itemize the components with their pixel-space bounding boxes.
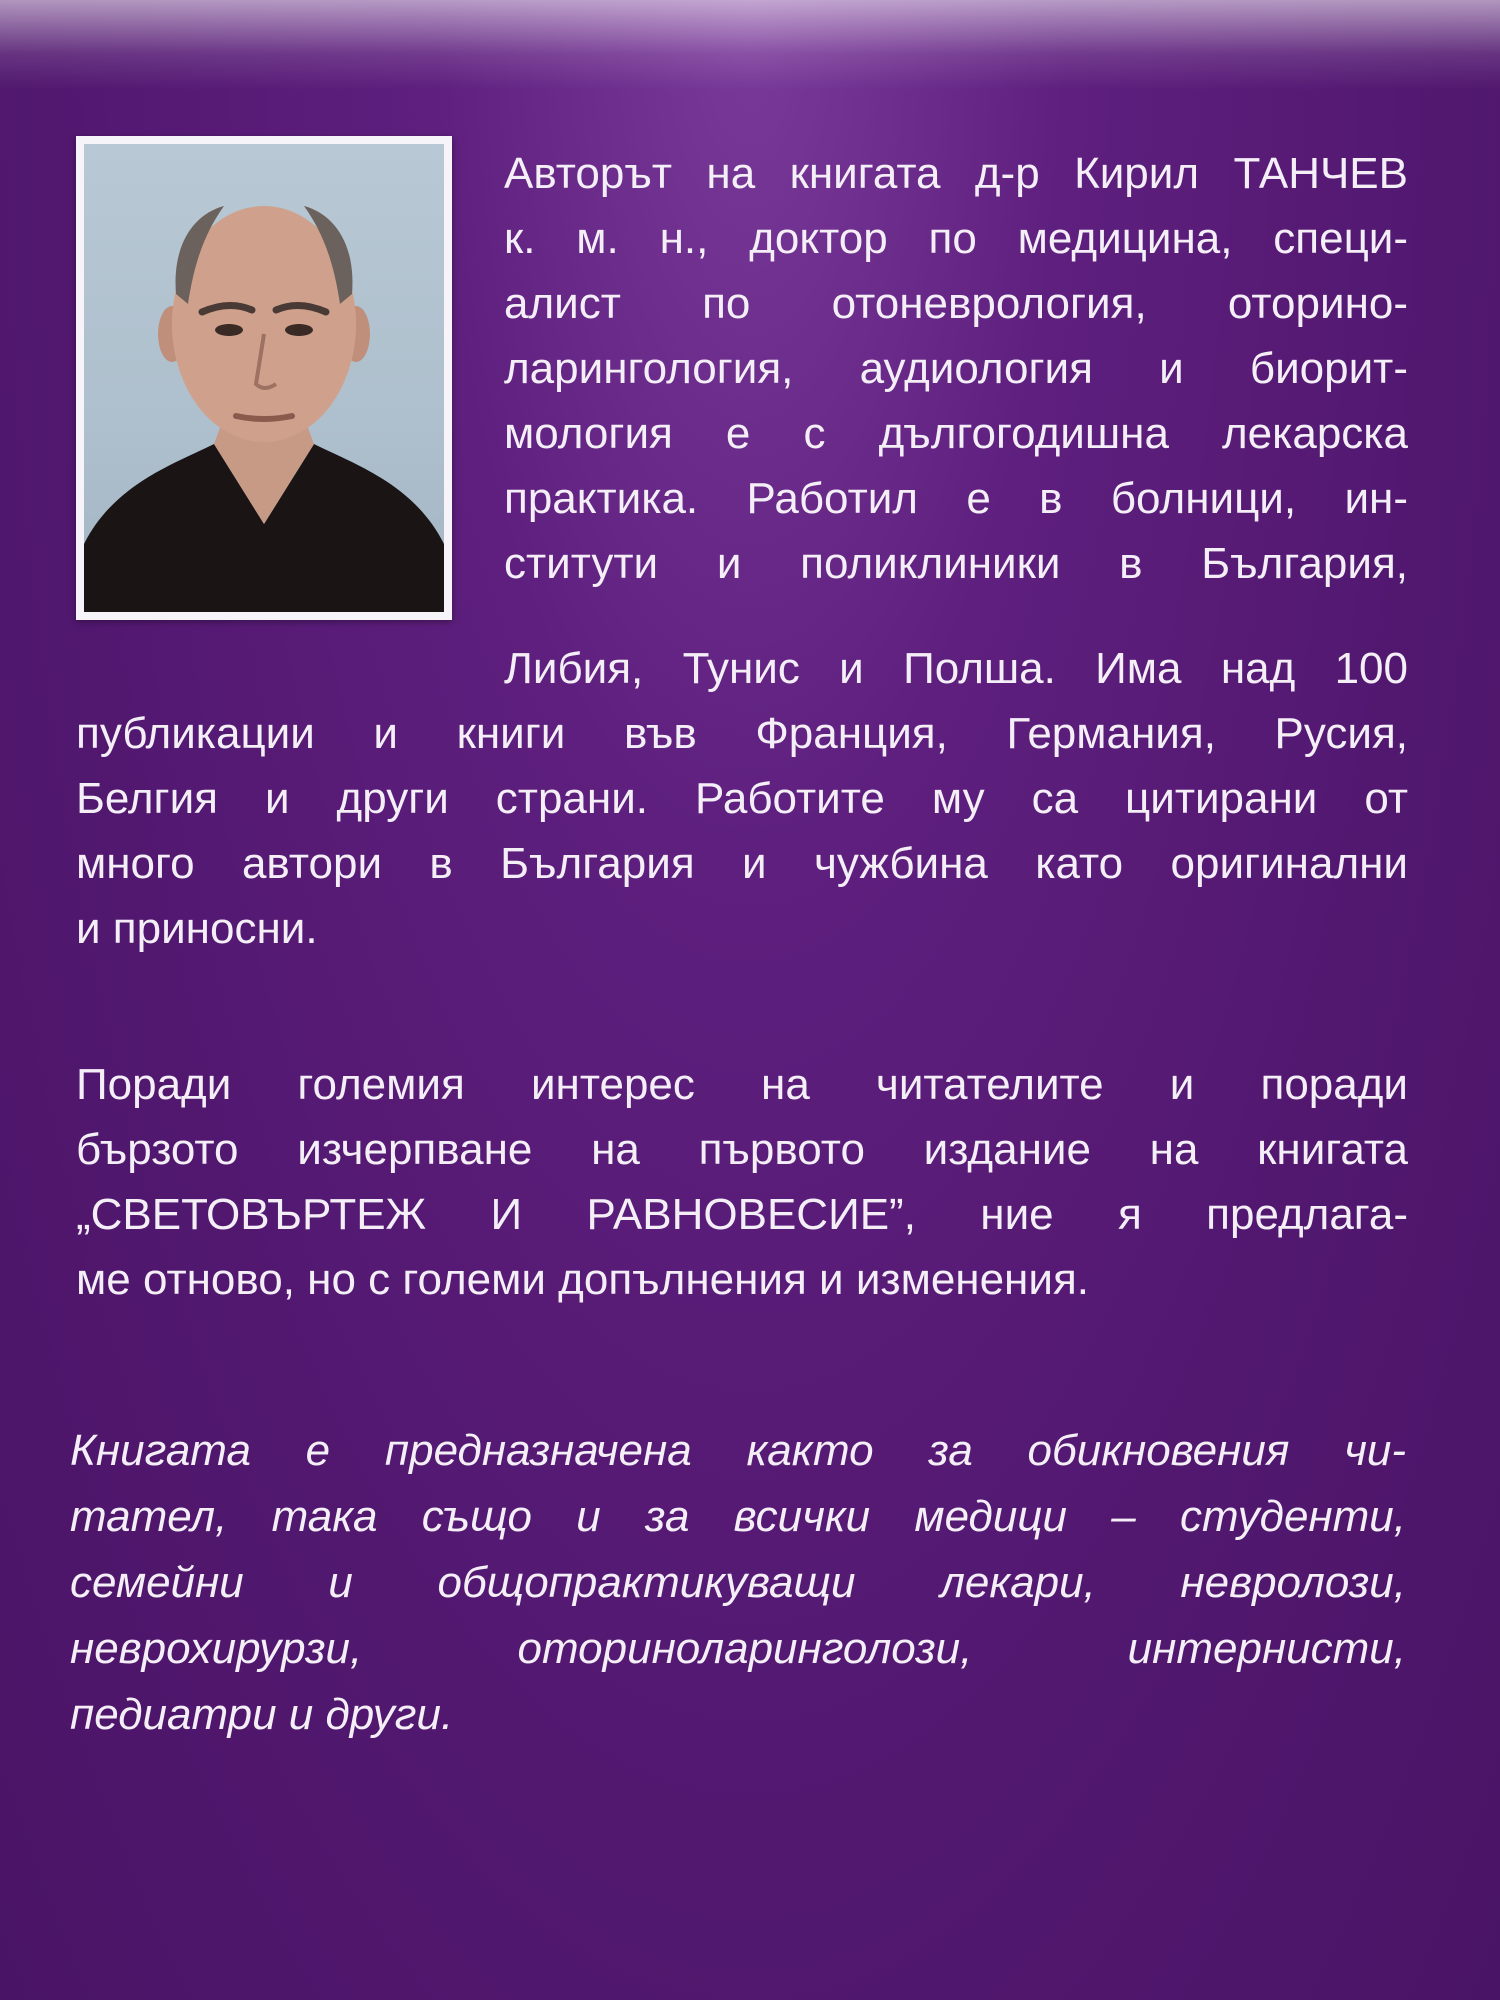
bio-line: ларингология, аудиология и биорит- <box>504 344 1408 393</box>
bio-line: Белгия и други страни. Работите му са цитирани от <box>76 774 1408 823</box>
author-photo <box>84 144 444 612</box>
bio-line: и приносни. <box>76 904 318 953</box>
edition-note-line: бързото изчерпване на първото издание на книгата <box>76 1125 1408 1174</box>
edition-note-line: ме отново, но с големи допълнения и изменения. <box>76 1255 1089 1304</box>
audience-note-line: неврохирурзи, оториноларинголози, интернисти, <box>70 1624 1406 1673</box>
edition-note-line: Поради големия интерес на читателите и поради <box>76 1060 1408 1109</box>
bio-line: алист по отоневрология, оторино- <box>504 279 1408 328</box>
audience-note-line: семейни и общопрактикуващи лекари, невролози, <box>70 1558 1406 1607</box>
audience-note-line: тател, така също и за всички медици – студенти, <box>70 1492 1406 1541</box>
bio-line: к. м. н., доктор по медицина, специ- <box>504 214 1408 263</box>
light-glare <box>0 0 1500 90</box>
bio-line: мология е с дългогодишна лекарска <box>504 409 1408 458</box>
bio-line: ститути и поликлиники в България, <box>504 539 1408 588</box>
audience-note-line: педиатри и други. <box>70 1690 454 1739</box>
bio-line: Либия, Тунис и Полша. Има над 100 <box>504 644 1408 693</box>
audience-note-line: Книгата е предназначена както за обикновения чи- <box>70 1426 1406 1475</box>
bio-line: практика. Работил е в болници, ин- <box>504 474 1408 523</box>
bio-line: Авторът на книгата д-р Кирил ТАНЧЕВ <box>504 149 1408 198</box>
bio-line: публикации и книги във Франция, Германия, Русия, <box>76 709 1408 758</box>
bio-line: много автори в България и чужбина като оригинални <box>76 839 1408 888</box>
edition-note-line: „СВЕТОВЪРТЕЖ И РАВНОВЕСИЕ”, ние я предлага- <box>76 1190 1408 1239</box>
author-photo-frame <box>76 136 452 620</box>
